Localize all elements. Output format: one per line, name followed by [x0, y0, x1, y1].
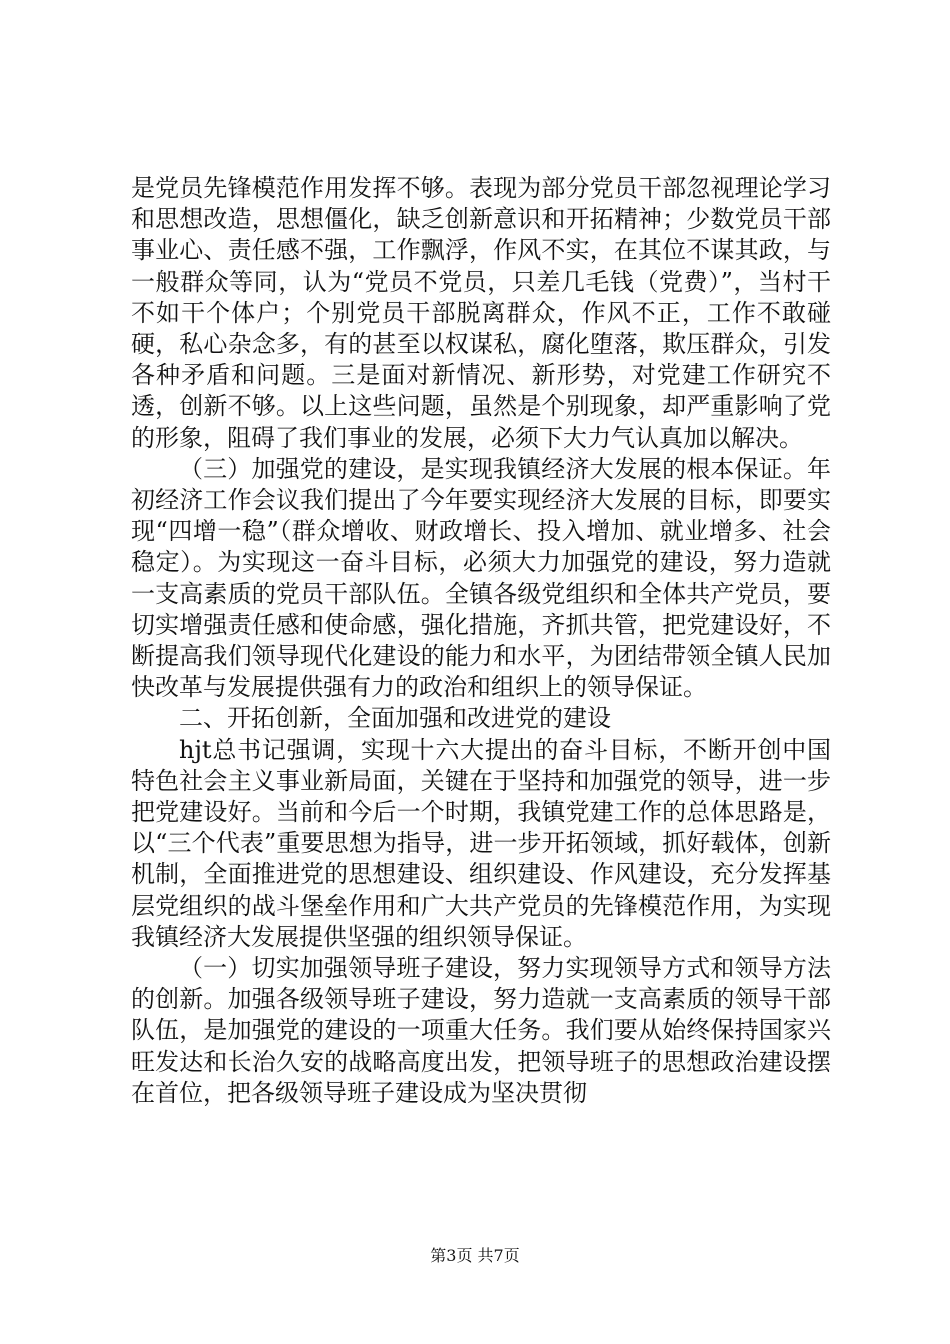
page-number-footer: 第3页 共7页: [430, 1246, 520, 1265]
document-body: [131, 173, 831, 1109]
paragraph-2: （三）加强党的建设，是实现我镇经济大发展的根本保证。年初经济工作会议我们提出了今年要实现经济大发展的目标，即要实现“四增一稳”（群众增收、财政增长、投入增加、就业增多、社会稳定）。为实现这一奋斗目标，必须大力加强党的建设，努力造就一支高素质的党员干部队伍。全镇各级党组织和全体共产党员，要切实增强责任感和使命感，强化措施，齐抓共管，把党建设好，不断提高我们领导现代化建设的能力和水平，为团结带领全镇人民加快改革与发展提供强有力的政治和组织上的领导保证。: [131, 454, 831, 702]
paragraph-4: （一）切实加强领导班子建设，努力实现领导方式和领导方法的创新。加强各级领导班子建设，努力造就一支高素质的领导干部队伍，是加强党的建设的一项重大任务。我们要从始终保持国家兴旺发达和长治久安的战略高度出发，把领导班子的思想政治建设摆在首位，把各级领导班子建设成为坚决贯彻: [131, 954, 831, 1107]
paragraph-3: hjt总书记强调，实现十六大提出的奋斗目标，不断开创中国特色社会主义事业新局面，关键在于坚持和加强党的领导，进一步把党建设好。当前和今后一个时期，我镇党建工作的总体思路是，以“三个代表”重要思想为指导，进一步开拓领域，抓好载体，创新机制，全面推进党的思想建设、组织建设、作风建设，充分发挥基层党组织的战斗堡垒作用和广大共产党员的先锋模范作用，为实现我镇经济大发展提供坚强的组织领导保证。: [131, 735, 831, 951]
section-heading: 二、开拓创新，全面加强和改进党的建设: [179, 704, 611, 733]
paragraph-1: 是党员先锋模范作用发挥不够。表现为部分党员干部忽视理论学习和思想改造，思想僵化，缺乏创新意识和开拓精神；少数党员干部事业心、责任感不强，工作飘浮，作风不实，在其位不谋其政，与一般群众等同，认为“党员不党员，只差几毛钱（党费）”，当村干不如干个体户；个别党员干部脱离群众，作风不正，工作不敢碰硬，私心杂念多，有的甚至以权谋私，腐化堕落，欺压群众，引发各种矛盾和问题。三是面对新情况、新形势，对党建工作研究不透，创新不够。以上这些问题，虽然是个别现象，却严重影响了党的形象，阻碍了我们事业的发展，必须下大力气认真加以解决。: [131, 174, 831, 452]
